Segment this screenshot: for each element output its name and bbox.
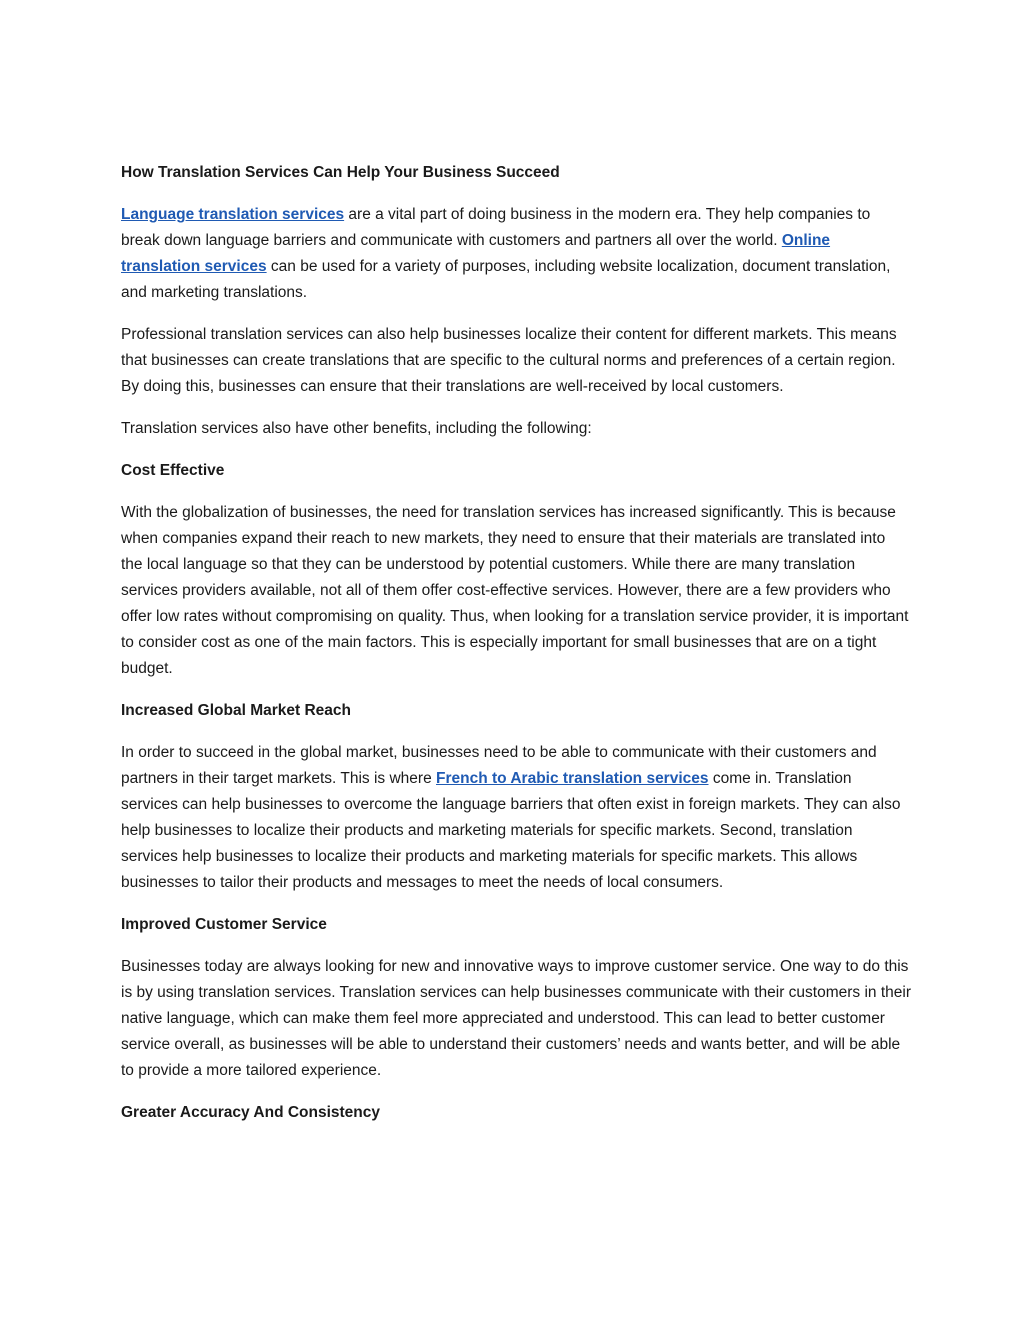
online-translation-services-link[interactable]: Online translation services: [121, 232, 831, 275]
section-heading-cost-effective: Cost Effective: [121, 462, 225, 479]
language-translation-services-link[interactable]: Language translation services: [121, 206, 345, 223]
section-body-customer-service: Businesses today are always looking for new and innovative ways to improve customer service. One way to do this is by using translation services. Translation services can help businesses communicate with their customers in their native language, which can make them feel more appreciated and understood. This can lead to better customer service overall, as businesses will be able to understand their customers’ needs and wants better, and will be able to provide a more tailored experience.: [121, 958, 911, 1079]
benefits-intro-paragraph: Translation services also have other benefits, including the following:: [121, 420, 592, 437]
intro-text-2: can be used for a variety of purposes, including website localization, document translation, and marketing translations.: [121, 258, 891, 301]
section-body-global-market-reach: [121, 740, 911, 896]
intro-paragraph: [121, 202, 911, 306]
section-heading-global-market-reach: Increased Global Market Reach: [121, 702, 352, 719]
section-heading-customer-service: Improved Customer Service: [121, 916, 327, 933]
section-heading-accuracy-consistency: Greater Accuracy And Consistency: [121, 1104, 381, 1121]
section-body-cost-effective: With the globalization of businesses, the need for translation services has increased significantly. This is because when companies expand their reach to new markets, they need to ensure that their materials are translated into the local language so that they can be understood by potential customers. While there are many translation services providers available, not all of them offer cost-effective services. However, there are a few providers who offer low rates without compromising on quality. Thus, when looking for a translation service provider, it is important to consider cost as one of the main factors. This is especially important for small businesses that are on a tight budget.: [121, 504, 909, 677]
localization-paragraph: Professional translation services can also help businesses localize their content for different markets. This means that businesses can create translations that are specific to the cultural norms and preferences of a certain region. By doing this, businesses can ensure that their translations are well-received by local customers.: [121, 326, 897, 395]
global-reach-text-2: come in. Translation services can help businesses to overcome the language barriers that often exist in foreign markets. They can also help businesses to localize their products and marketing materials for specific markets. Second, translation services help businesses to localize their products and marketing materials for specific markets. This allows businesses to tailor their products and messages to meet the needs of local consumers.: [121, 770, 901, 891]
document-page: [121, 160, 911, 1142]
global-reach-text-1: In order to succeed in the global market, businesses need to be able to communicate with their customers and partners in their target markets. This is where: [121, 744, 877, 787]
document-title: How Translation Services Can Help Your Business Succeed: [121, 164, 560, 181]
intro-text-1: are a vital part of doing business in the modern era. They help companies to break down language barriers and communicate with customers and partners all over the world.: [121, 206, 871, 249]
french-to-arabic-translation-link[interactable]: French to Arabic translation services: [436, 770, 709, 787]
